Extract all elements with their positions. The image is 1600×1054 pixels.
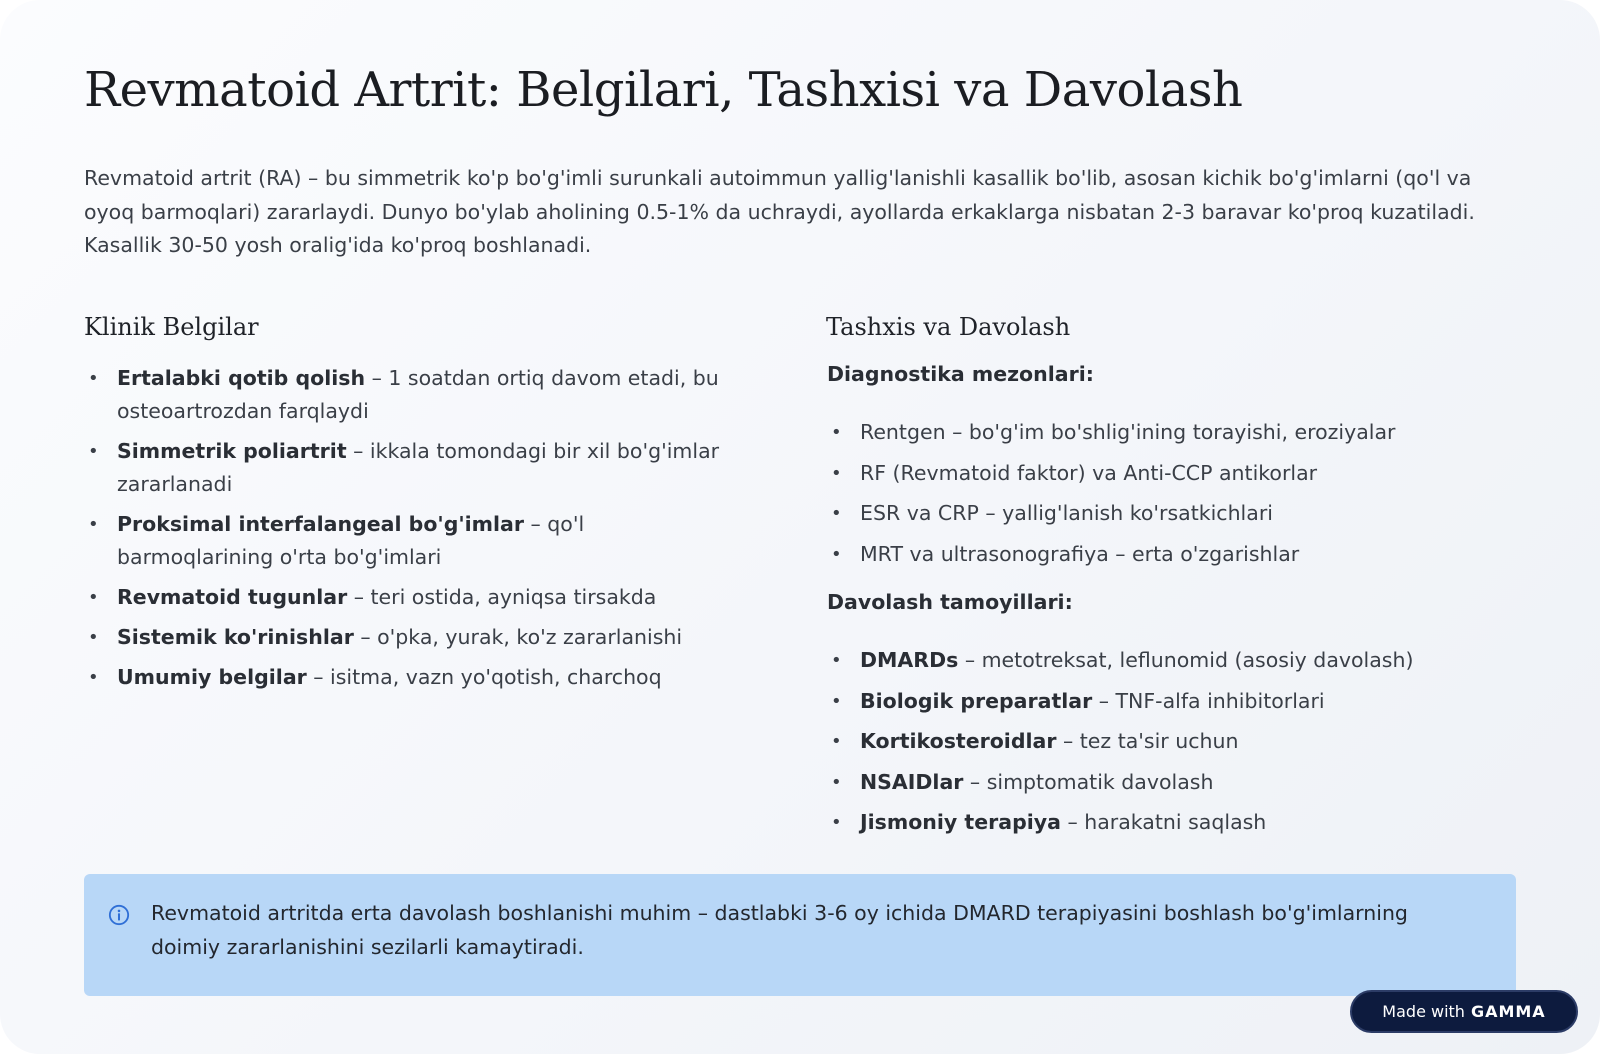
item-desc: – qo'l barmoqlarining o'rta bo'g'imlari bbox=[117, 512, 585, 569]
item-term: Biologik preparatlar bbox=[860, 688, 1093, 713]
bullet-icon: • bbox=[88, 627, 99, 648]
list-item bbox=[827, 538, 1527, 571]
info-callout bbox=[84, 874, 1516, 996]
item-term: Simmetrik poliartrit bbox=[117, 439, 347, 463]
item-text: MRT va ultrasonografiya – erta o'zgarishlar bbox=[860, 541, 1300, 566]
list-item bbox=[827, 497, 1527, 530]
item-text: Rentgen – bo'g'im bo'shlig'ining torayishi, eroziyalar bbox=[860, 420, 1396, 444]
list-item bbox=[827, 685, 1527, 718]
list-item bbox=[84, 508, 744, 574]
list-item bbox=[827, 725, 1527, 758]
list-item bbox=[84, 581, 744, 614]
list-item bbox=[84, 621, 744, 654]
item-desc: – isitma, vazn yo'qotish, charchoq bbox=[306, 665, 662, 689]
treatment-list bbox=[827, 644, 1527, 847]
diagnostics-subheading: Diagnostika mezonlari: bbox=[827, 362, 1094, 386]
bullet-icon: • bbox=[831, 690, 842, 712]
bullet-icon: • bbox=[831, 462, 842, 484]
bullet-icon: • bbox=[831, 771, 842, 793]
intro-paragraph: Revmatoid artrit (RA) – bu simmetrik ko'p bo'g'imli surunkali autoimmun yallig'lanishli kasallik bo'lib, asosan kichik bo'g'imlarni (qo'l va oyoq barmoqlari) zararlaydi. Dunyo bo'ylab aholining 0.5-1% da uchraydi, ayollarda erkaklarga nisbatan 2-3 baravar ko'proq kuzatiladi. Kasallik 30-50 yosh oralig'ida ko'proq boshlanadi. bbox=[84, 166, 1475, 257]
list-item bbox=[827, 457, 1527, 490]
item-term: Umumiy belgilar bbox=[117, 665, 307, 689]
gamma-logo: GAMMA bbox=[1470, 1002, 1546, 1021]
bullet-icon: • bbox=[88, 441, 99, 462]
item-desc: – teri ostida, ayniqsa tirsakda bbox=[347, 585, 657, 609]
bullet-icon: • bbox=[831, 812, 842, 833]
item-desc: – tez ta'sir uchun bbox=[1056, 729, 1239, 753]
bullet-icon: • bbox=[831, 503, 842, 524]
diagnostics-list bbox=[827, 416, 1527, 578]
item-term: Kortikosteroidlar bbox=[860, 729, 1057, 753]
bullet-icon: • bbox=[88, 587, 99, 608]
item-desc: – harakatni saqlash bbox=[1060, 810, 1267, 834]
made-with-gamma-badge[interactable] bbox=[1350, 990, 1578, 1033]
item-desc: – TNF-alfa inhibitorlari bbox=[1092, 688, 1325, 713]
bullet-icon: • bbox=[88, 514, 99, 535]
item-term: Revmatoid tugunlar bbox=[117, 585, 348, 609]
list-item bbox=[84, 435, 744, 501]
clinical-signs-list bbox=[84, 362, 744, 701]
item-term: Jismoniy terapiya bbox=[860, 810, 1061, 834]
item-desc: – ikkala tomondagi bir xil bo'g'imlar zararlanadi bbox=[117, 439, 720, 496]
item-term: Proksimal interfalangeal bo'g'imlar bbox=[117, 512, 524, 536]
diagnosis-treatment-heading: Tashxis va Davolash bbox=[826, 313, 1071, 341]
list-item bbox=[827, 806, 1527, 839]
item-term: DMARDs bbox=[860, 648, 959, 672]
callout-text: Revmatoid artritda erta davolash boshlanishi muhim – dastlabki 3-6 oy ichida DMARD terapiyasini boshlash bo'g'imlarning doimiy zararlanishini sezilarli kamaytiradi. bbox=[151, 901, 1408, 959]
bullet-icon: • bbox=[88, 368, 99, 389]
list-item bbox=[84, 661, 744, 694]
item-term: Sistemik ko'rinishlar bbox=[117, 625, 354, 649]
list-item bbox=[827, 416, 1527, 449]
item-text: ESR va CRP – yallig'lanish ko'rsatkichlari bbox=[860, 501, 1273, 525]
bullet-icon: • bbox=[831, 650, 842, 671]
item-desc: – 1 soatdan ortiq davom etadi, bu osteoartrozdan farqlaydi bbox=[117, 366, 719, 423]
clinical-signs-heading: Klinik Belgilar bbox=[84, 313, 259, 341]
list-item bbox=[84, 362, 744, 428]
item-desc: – simptomatik davolash bbox=[963, 769, 1214, 794]
item-term: Ertalabki qotib qolish bbox=[117, 366, 366, 390]
info-icon bbox=[108, 904, 130, 926]
list-item bbox=[827, 766, 1527, 799]
page-title: Revmatoid Artrit: Belgilari, Tashxisi va Davolash bbox=[84, 62, 1243, 118]
item-text: RF (Revmatoid faktor) va Anti-CCP antikorlar bbox=[860, 460, 1318, 485]
treatment-subheading: Davolash tamoyillari: bbox=[827, 590, 1073, 614]
item-desc: – o'pka, yurak, ko'z zararlanishi bbox=[353, 625, 683, 649]
bullet-icon: • bbox=[831, 543, 842, 565]
bullet-icon: • bbox=[831, 731, 842, 752]
badge-prefix: Made with bbox=[1382, 1002, 1465, 1021]
item-term: NSAIDlar bbox=[860, 769, 964, 794]
bullet-icon: • bbox=[88, 667, 99, 688]
item-desc: – metotreksat, leflunomid (asosiy davolash) bbox=[958, 648, 1414, 672]
bullet-icon: • bbox=[831, 422, 842, 443]
list-item bbox=[827, 644, 1527, 677]
